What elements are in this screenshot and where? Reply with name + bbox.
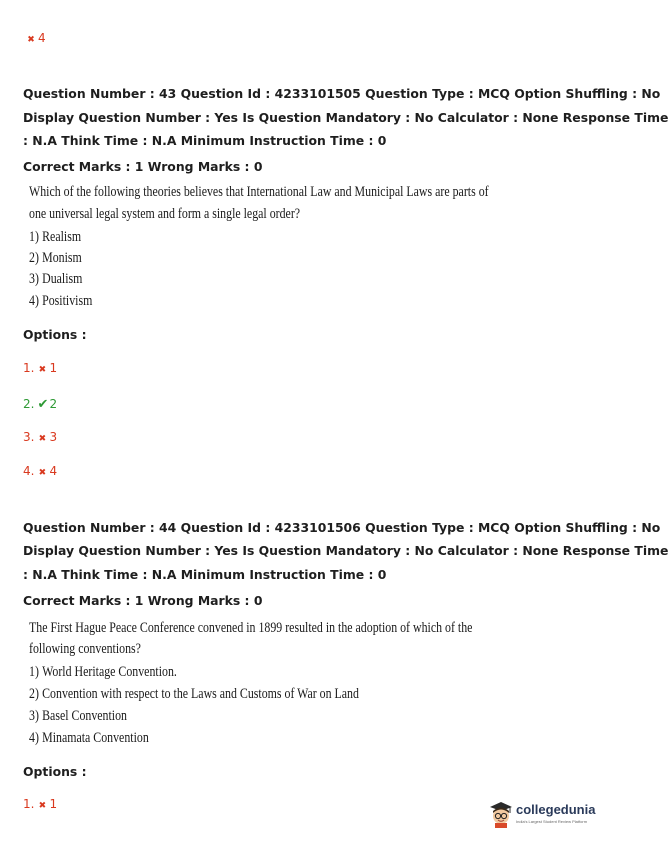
cross-icon: ✖ <box>38 434 47 444</box>
q43-meta-line-2: Display Question Number : Yes Is Question Mandatory : No Calculator : None Response Time <box>23 110 668 125</box>
check-icon: ✔ <box>37 397 49 412</box>
cross-icon: ✖ <box>27 35 35 45</box>
q44-meta-line-1: Question Number : 44 Question Id : 4233101506 Question Type : MCQ Option Shuffling : No <box>23 520 661 535</box>
cross-icon: ✖ <box>38 468 47 478</box>
q44-text-line-2: following conventions? <box>29 641 141 657</box>
q43-option-3: 3. ✖ 3 <box>23 430 58 444</box>
student-mascot-icon <box>488 800 514 828</box>
q43-option-2: 2. ✔2 <box>23 397 58 412</box>
q43-text-line-1: Which of the following theories believes that International Law and Municipal Laws are parts of <box>29 184 489 200</box>
q44-option-1: 1. ✖ 1 <box>23 797 58 811</box>
q43-meta-line-3: : N.A Think Time : N.A Minimum Instruction Time : 0 <box>23 133 387 148</box>
q44-choice-3: 3) Basel Convention <box>29 708 128 724</box>
logo-tagline: India's Largest Student Review Platform <box>516 819 588 824</box>
cross-icon: ✖ <box>38 801 47 811</box>
cross-icon: ✖ <box>38 365 47 375</box>
q43-text-line-2: one universal legal system and form a single legal order? <box>29 206 301 222</box>
q43-options-label: Options : <box>23 327 87 342</box>
q43-marks: Correct Marks : 1 Wrong Marks : 0 <box>23 159 263 174</box>
q43-option-1: 1. ✖ 1 <box>23 361 58 375</box>
q43-choice-1: 1) Realism <box>29 229 82 245</box>
logo-wordmark: collegedunia <box>516 802 596 817</box>
q43-choice-3: 3) Dualism <box>29 271 83 287</box>
q43-choice-4: 4) Positivism <box>29 293 93 309</box>
q44-options-label: Options : <box>23 764 87 779</box>
q43-option-4: 4. ✖ 4 <box>23 464 58 478</box>
q43-choice-2: 2) Monism <box>29 250 82 266</box>
q44-marks: Correct Marks : 1 Wrong Marks : 0 <box>23 593 263 608</box>
option-value: 4 <box>38 31 46 45</box>
q44-choice-2: 2) Convention with respect to the Laws and Customs of War on Land <box>29 686 359 702</box>
q44-choice-4: 4) Minamata Convention <box>29 730 149 746</box>
q44-text-line-1: The First Hague Peace Conference convened in 1899 resulted in the adoption of which of the <box>29 620 473 636</box>
q44-choice-1: 1) World Heritage Convention. <box>29 664 177 680</box>
q44-meta-line-2: Display Question Number : Yes Is Question Mandatory : No Calculator : None Response Time <box>23 543 668 558</box>
q43-meta-line-1: Question Number : 43 Question Id : 4233101505 Question Type : MCQ Option Shuffling : No <box>23 86 661 101</box>
q44-meta-line-3: : N.A Think Time : N.A Minimum Instruction Time : 0 <box>23 567 387 582</box>
collegedunia-logo <box>488 800 596 830</box>
prev-question-option <box>23 31 46 47</box>
